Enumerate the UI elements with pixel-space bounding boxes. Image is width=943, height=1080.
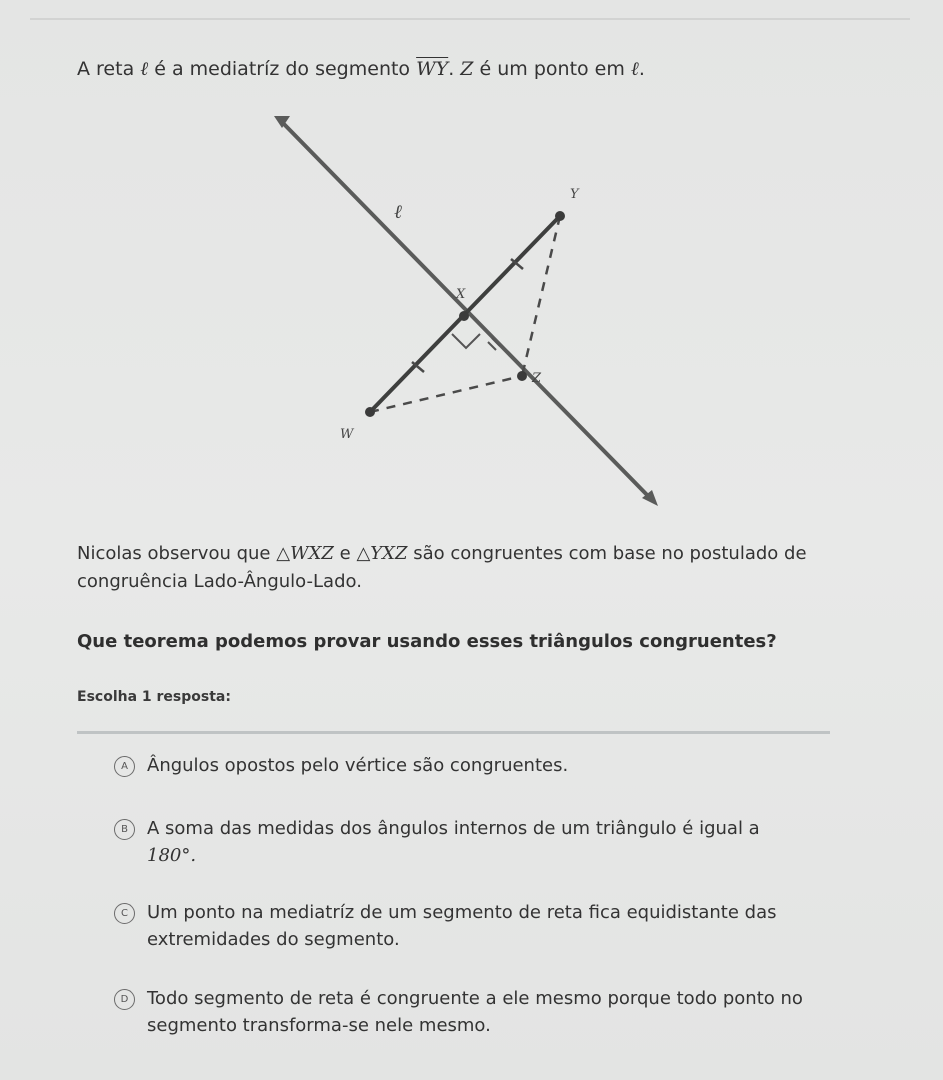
top-divider [30,18,910,20]
point-z-label: Z [460,58,474,80]
choice-a[interactable] [114,752,844,779]
segment-wy: $\overline{WY}$ [416,58,449,80]
statement-part-2: e [333,543,357,564]
label-ell: ℓ [394,201,402,223]
choice-c-radio[interactable]: C [114,903,135,924]
intro-text-4: é um ponto em [473,58,631,80]
choice-c-text: Um ponto na mediatríz de um segmento de reta fica equidistante das extremidades do segmento. [147,902,777,950]
statement-text [77,540,857,596]
statement-part-3: são congruentes com base no postulado de congruência Lado-Ângulo-Lado. [77,543,807,592]
line-ell [280,120,652,500]
intro-text-3: . [448,58,461,80]
triangle-yxz: △YXZ [356,543,408,564]
choice-d[interactable] [114,985,844,1039]
geometry-diagram [260,110,680,520]
right-angle-mark [452,334,480,348]
label-y: Y [570,187,579,202]
choose-label: Escolha 1 resposta: [77,689,231,705]
point-w [365,407,375,417]
point-x [459,311,469,321]
statement-part-1: Nicolas observou que [77,543,277,564]
triangle-wxz: △WXZ [276,543,334,564]
line-symbol: ℓ [140,58,149,80]
question-text: Que teorema podemos provar usando esses triângulos congruentes? [77,631,777,652]
choice-c[interactable] [114,899,844,953]
point-y [555,211,565,221]
choice-b-body [147,815,760,869]
line-symbol-2: ℓ [630,58,639,80]
choice-d-radio[interactable]: D [114,989,135,1010]
problem-intro [77,58,645,81]
tick-xz [488,342,496,350]
point-z [517,371,527,381]
intro-text-1: A reta [77,58,141,80]
choice-a-text: Ângulos opostos pelo vértice são congruentes. [147,755,569,776]
choice-b-radio[interactable]: B [114,819,135,840]
choice-b-math: 180°. [147,845,197,866]
choice-a-radio[interactable]: A [114,756,135,777]
label-w: W [340,427,354,442]
choices-divider [77,731,830,734]
label-z: Z [532,371,542,386]
choice-b-text: A soma das medidas dos ângulos internos de um triângulo é igual a [147,818,760,839]
label-x: X [456,287,466,302]
choice-d-text: Todo segmento de reta é congruente a ele mesmo porque todo ponto no segmento transforma-se nele mesmo. [147,988,803,1036]
dashed-yz [522,216,560,376]
choice-b[interactable] [114,815,844,869]
intro-period: . [638,58,645,80]
intro-text-2: é a mediatríz do segmento [148,58,417,80]
dashed-wz [370,376,522,412]
